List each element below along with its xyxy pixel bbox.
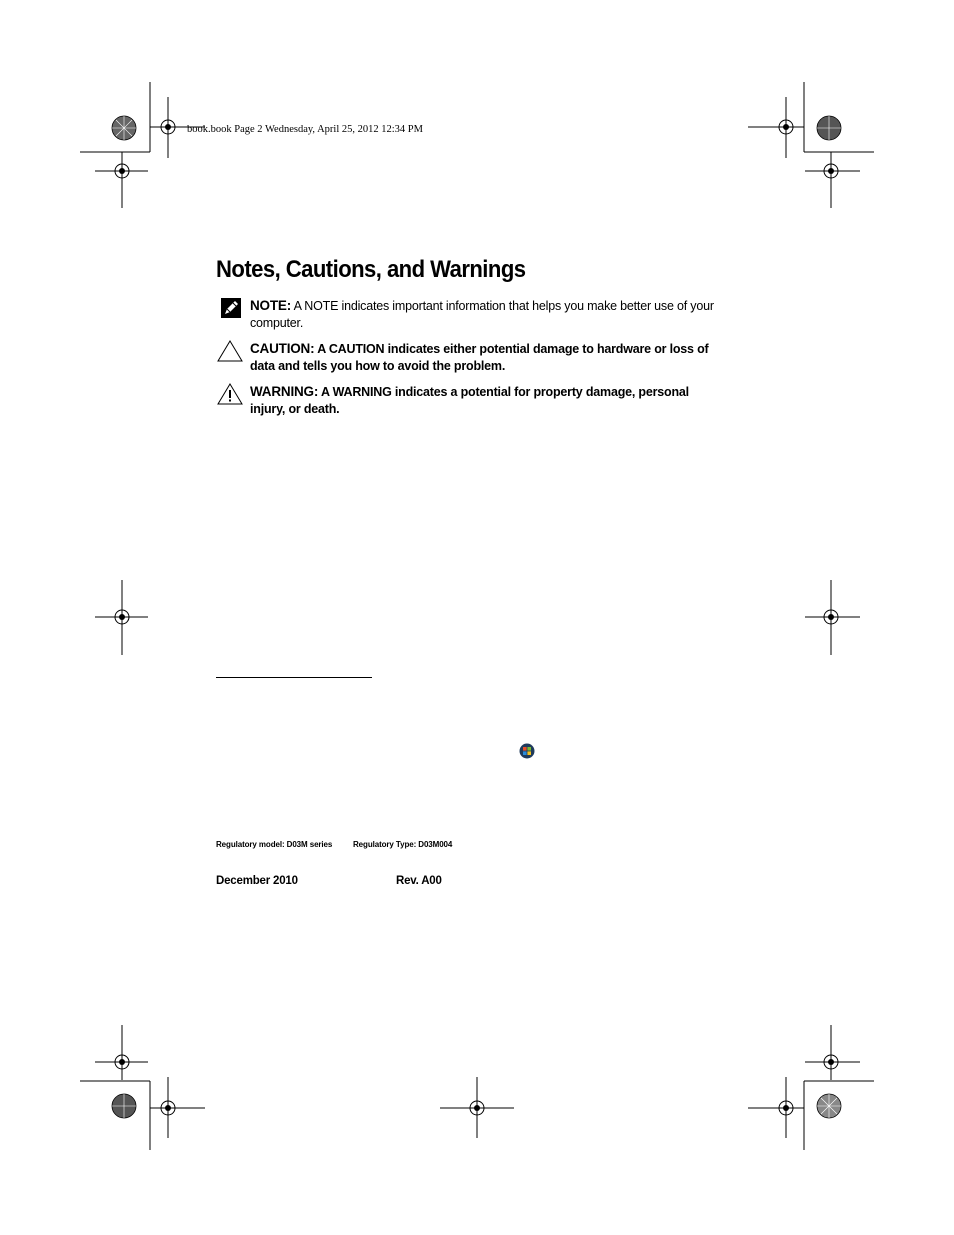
- note-pencil-icon: [220, 297, 242, 319]
- note-body: A NOTE indicates important information that helps you make better use of your computer.: [250, 299, 714, 330]
- regulatory-model: Regulatory model: D03M series: [216, 840, 333, 849]
- caution-triangle-icon: [217, 340, 243, 362]
- warning-body: A WARNING indicates a potential for property damage, personal injury, or death.: [250, 385, 689, 416]
- note-lead: NOTE:: [250, 298, 291, 313]
- windows-logo-icon: [519, 743, 535, 759]
- footnote-rule: [216, 677, 372, 678]
- caution-lead: CAUTION:: [250, 341, 315, 356]
- page-title: Notes, Cautions, and Warnings: [216, 256, 526, 283]
- caution-text: [250, 340, 720, 375]
- note-text: [250, 297, 720, 332]
- publication-date: December 2010: [216, 875, 298, 887]
- revision: Rev. A00: [396, 875, 442, 887]
- caution-body: A CAUTION indicates either potential damage to hardware or loss of data and tells you how to avoid the problem.: [250, 342, 709, 373]
- regulatory-type: Regulatory Type: D03M004: [353, 840, 453, 849]
- warning-text: [250, 383, 720, 418]
- book-header: book.book Page 2 Wednesday, April 25, 2012 12:34 PM: [187, 124, 423, 135]
- warning-lead: WARNING:: [250, 384, 319, 399]
- warning-triangle-icon: [217, 383, 243, 405]
